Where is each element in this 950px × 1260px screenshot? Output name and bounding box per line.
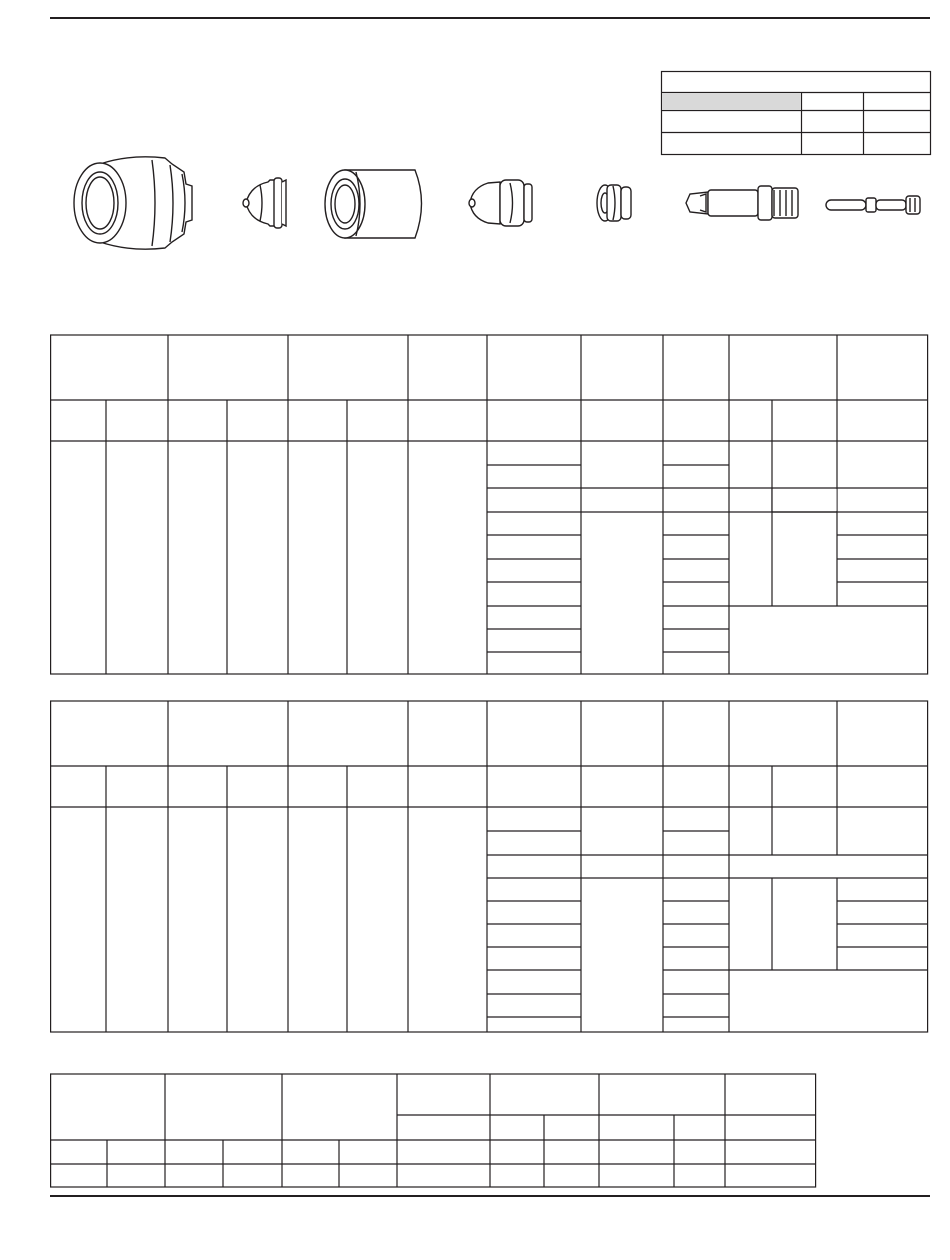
retaining-cap-icon xyxy=(325,170,422,238)
consumables-illustration xyxy=(60,150,930,260)
water-tube-icon xyxy=(826,196,920,214)
legend-header-cell xyxy=(662,93,801,110)
header-rule xyxy=(50,17,930,19)
cut-chart-2 xyxy=(50,700,930,1035)
electrode-icon xyxy=(686,186,798,220)
cut-chart-1 xyxy=(50,334,930,676)
shield-icon xyxy=(243,178,286,228)
nozzle-icon xyxy=(469,180,532,226)
swirl-ring-icon xyxy=(597,185,631,221)
settings-table xyxy=(50,1073,818,1189)
footer-rule xyxy=(50,1195,930,1197)
legend-table xyxy=(660,70,932,156)
shield-cap-icon xyxy=(74,157,192,249)
